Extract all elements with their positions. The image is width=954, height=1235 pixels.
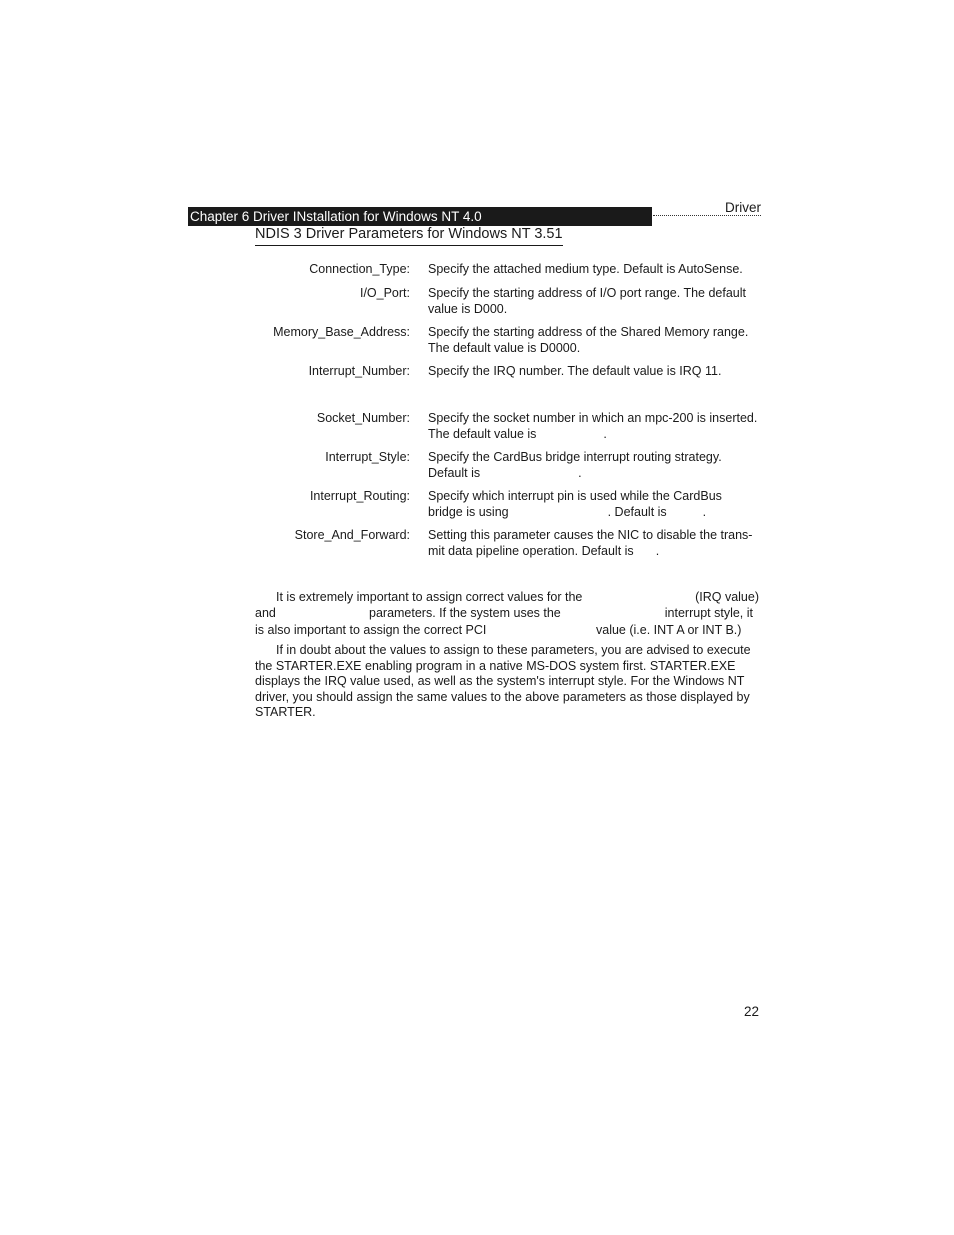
param-name: Interrupt_Number: — [308, 364, 410, 378]
text-fragment: parameters. If the system uses the — [369, 605, 561, 620]
param-description-line: value is D000. — [428, 301, 508, 316]
param-description-line: Specify the attached medium type. Default is AutoSense. — [428, 262, 743, 276]
param-description-line: Setting this parameter causes the NIC to disable the trans- — [428, 528, 753, 542]
param-description — [428, 325, 768, 356]
chapter-header: Chapter 6 Driver INstallation for Windows NT 4.0 — [188, 207, 652, 226]
text-fragment: The default value is — [428, 426, 537, 441]
param-description — [428, 286, 768, 317]
text-fragment: value (i.e. INT A or INT B.) — [596, 622, 742, 637]
text-fragment: Default is — [428, 465, 481, 480]
param-description-line: Specify the starting address of the Shared Memory range. — [428, 325, 749, 339]
text-fragment: . — [578, 465, 582, 480]
param-description-line — [428, 544, 768, 560]
paragraph-line: STARTER. — [255, 705, 316, 719]
param-description — [428, 364, 768, 380]
text-fragment: . Default is — [607, 504, 667, 519]
header-section-label: Driver — [725, 200, 761, 215]
param-description — [428, 411, 768, 442]
paragraph-line — [255, 606, 761, 622]
param-description-line: The default value is D0000. — [428, 340, 581, 355]
text-fragment: It is extremely important to assign correct values for the — [276, 590, 583, 604]
page-number: 22 — [743, 1004, 759, 1019]
paragraph-line — [255, 623, 761, 639]
paragraph-line: the STARTER.EXE enabling program in a native MS-DOS system first. STARTER.EXE — [255, 658, 736, 673]
param-description-line — [428, 427, 768, 443]
param-name: I/O_Port: — [359, 286, 410, 300]
param-description-line: Specify the IRQ number. The default value is IRQ 11. — [428, 364, 722, 378]
paragraph-line — [255, 590, 761, 606]
param-description — [428, 489, 768, 520]
param-description-line — [428, 505, 768, 521]
param-description — [428, 528, 768, 559]
param-description — [428, 450, 768, 481]
param-description — [428, 262, 768, 278]
param-name: Memory_Base_Address: — [273, 325, 410, 339]
text-fragment: . — [603, 426, 607, 441]
paragraph-line: If in doubt about the values to assign to these parameters, you are advised to execute — [276, 643, 751, 657]
param-description-line — [428, 466, 768, 482]
text-fragment: interrupt style, it — [664, 605, 753, 620]
param-name: Interrupt_Routing: — [309, 489, 410, 503]
param-name: Socket_Number: — [316, 411, 410, 425]
advice-paragraph — [255, 643, 761, 721]
param-description-line: Specify which interrupt pin is used while the CardBus — [428, 489, 722, 503]
paragraph-line: driver, you should assign the same values to the above parameters as those displayed by — [255, 689, 750, 704]
param-name: Store_And_Forward: — [294, 528, 410, 542]
section-title: NDIS 3 Driver Parameters for Windows NT 3.51 — [255, 225, 563, 246]
param-description-line: Specify the CardBus bridge interrupt routing strategy. — [428, 450, 722, 464]
param-description-line: Specify the starting address of I/O port range. The default — [428, 286, 747, 300]
param-name: Interrupt_Style: — [325, 450, 410, 464]
text-fragment: mit data pipeline operation. Default is — [428, 543, 634, 558]
text-fragment: (IRQ value) — [695, 590, 759, 604]
text-fragment: and — [255, 605, 276, 620]
text-fragment: is also important to assign the correct PCI — [255, 622, 487, 637]
paragraph-line: displays the IRQ value used, as well as the system's interrupt style. For the Windows NT — [255, 674, 745, 688]
text-fragment: bridge is using — [428, 504, 509, 519]
text-fragment: . — [702, 504, 707, 519]
param-name: Connection_Type: — [309, 262, 410, 276]
text-fragment: . — [655, 543, 660, 558]
important-note-paragraph — [255, 590, 761, 638]
header-dotted-leader — [653, 215, 761, 216]
param-description-line: Specify the socket number in which an mpc-200 is inserted. — [428, 411, 758, 425]
